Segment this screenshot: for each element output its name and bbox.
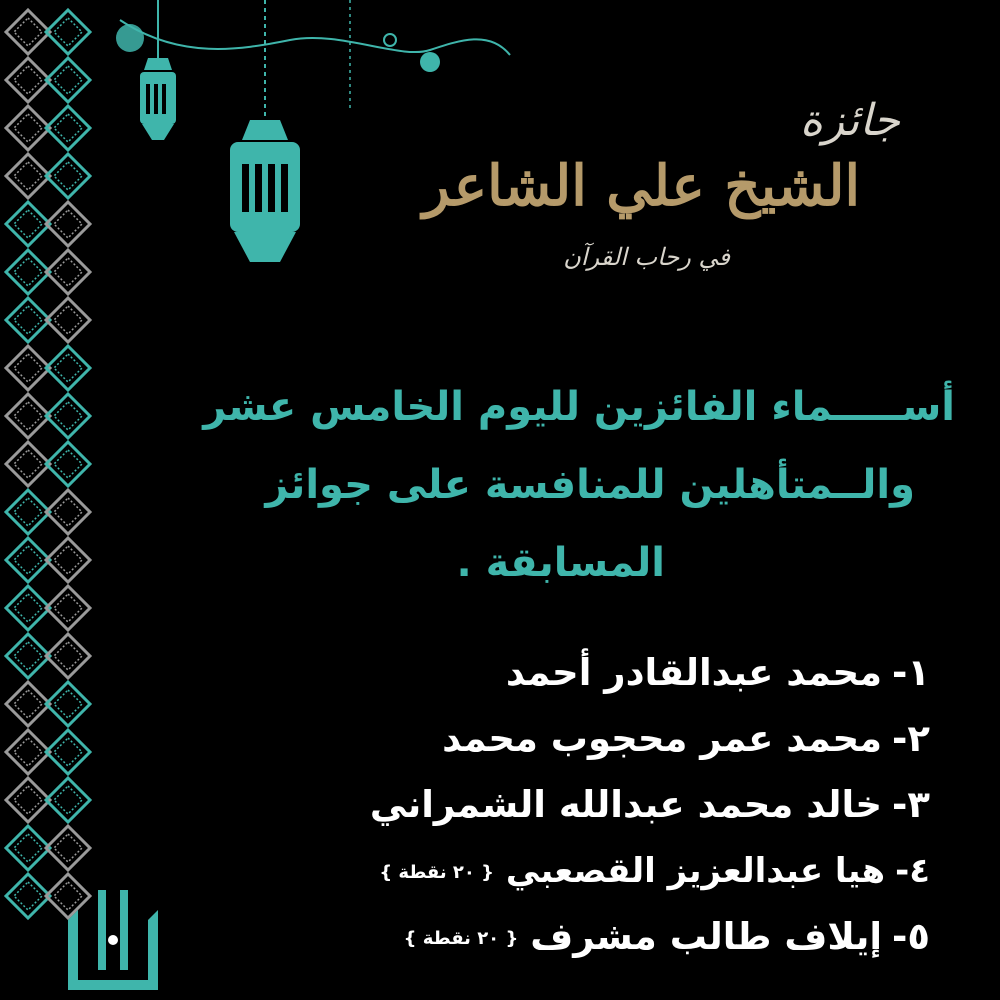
list-item-number: ١- (892, 651, 930, 694)
list-item (210, 772, 930, 838)
headline-line: المسابقة . (456, 540, 665, 586)
winners-list (210, 640, 930, 970)
award-title-word: جائزة (799, 95, 900, 146)
points-badge: { ٢٠ نقطة } (379, 861, 494, 883)
list-item-number: ٣- (892, 783, 930, 826)
list-item-number: ٢- (892, 717, 930, 760)
points-badge: { ٢٠ نقطة } (403, 927, 519, 949)
list-item (210, 904, 930, 970)
list-item (210, 838, 930, 904)
list-item-number: ٤- (895, 851, 930, 891)
list-item (210, 706, 930, 772)
list-item-name: إيلاف طالب مشرف (530, 915, 883, 958)
headline-line: أســـــماء الفائزين لليوم الخامس عشر (203, 384, 955, 430)
list-item-name: خالد محمد عبدالله الشمراني (369, 783, 883, 826)
lantern-icon (140, 0, 176, 140)
list-item (210, 640, 930, 706)
list-item-name: محمد عمر محجوب محمد (442, 717, 883, 760)
list-item-number: ٥- (892, 915, 930, 958)
list-item-name: هيا عبدالعزيز القصعبي (505, 851, 886, 891)
award-title (360, 95, 920, 315)
headline (135, 368, 955, 602)
award-title-name: الشيخ علي الشاعر (422, 153, 860, 219)
brand-logo-icon (58, 880, 168, 995)
headline-line: والــمتأهلين للمنافسة على جوائز (265, 462, 915, 508)
award-subtitle: في رحاب القرآن (563, 243, 730, 271)
list-item-name: محمد عبدالقادر أحمد (505, 651, 883, 694)
